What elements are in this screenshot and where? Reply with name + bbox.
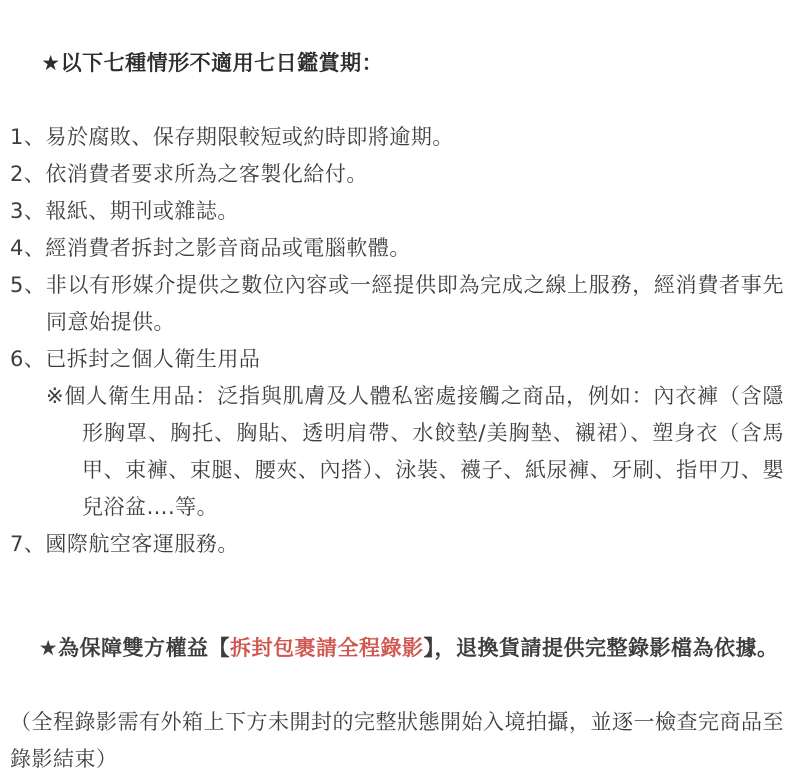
- recording-policy-prefix: ★為保障雙方權益【: [38, 636, 231, 660]
- list-item-5: 5、非以有形媒介提供之數位內容或一經提供即為完成之線上服務，經消費者事先同意始提供。: [10, 273, 784, 334]
- hygiene-products-note: ※個人衛生用品：泛指與肌膚及人體私密處接觸之商品，例如：內衣褲（含隱形胸罩、胸托、胸貼、透明肩帶、水餃墊/美胸墊、襯裙）、塑身衣（含馬甲、束褲、束腿、腰夾、內搭）、泳裝、襪子、紙尿褲、牙刷、指甲刀、嬰兒浴盆….等。: [46, 384, 784, 519]
- list-item-2: 2、依消費者要求所為之客製化給付。: [10, 162, 368, 186]
- list-item-1: 1、易於腐敗、保存期限較短或約時即將逾期。: [10, 125, 454, 149]
- recording-policy-highlight: 拆封包裹請全程錄影: [230, 636, 424, 660]
- recording-policy-suffix: 】，退換貨請提供完整錄影檔為依據。: [423, 636, 779, 660]
- recording-policy-detail: （全程錄影需有外箱上下方未開封的完整狀態開始入境拍攝，並逐一檢查完商品至錄影結束）: [10, 710, 784, 771]
- list-item-3: 3、報紙、期刊或雜誌。: [10, 199, 239, 223]
- list-item-7: 7、國際航空客運服務。: [10, 532, 239, 556]
- list-item-4: 4、經消費者拆封之影音商品或電腦軟體。: [10, 236, 411, 260]
- recording-policy-line: [10, 593, 784, 704]
- section1-heading-text: ★以下七種情形不適用七日鑑賞期：: [41, 51, 384, 75]
- list-item-6: 6、已拆封之個人衛生用品: [10, 347, 261, 371]
- section1-heading: [10, 8, 784, 119]
